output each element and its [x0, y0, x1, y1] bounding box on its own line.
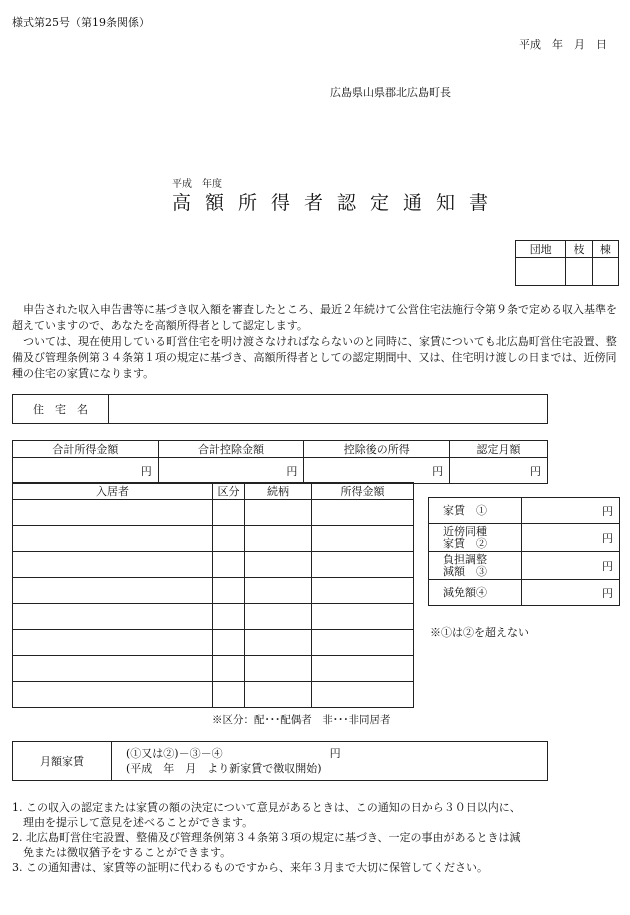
monthly-rent-label: 月額家賃: [13, 742, 112, 781]
document-title: 高額所得者認定通知書: [172, 192, 503, 214]
residents-cell[interactable]: [13, 552, 213, 578]
ref-header: 枝: [566, 241, 592, 258]
residents-cell[interactable]: [13, 526, 213, 552]
ref-cell[interactable]: [516, 258, 566, 286]
monthly-rent-start: (平成 年 月 より新家賃で徴収開始): [126, 762, 322, 775]
rent-value[interactable]: 円: [522, 524, 620, 552]
residents-header: 所得金額: [312, 483, 414, 500]
residents-cell[interactable]: [213, 630, 245, 656]
rent-label: 減免額④: [429, 580, 522, 606]
note-line: 理由を提示して意見を述べることができます。: [12, 816, 254, 829]
rent-value[interactable]: 円: [522, 498, 620, 524]
residents-cell[interactable]: [245, 656, 312, 682]
note-line: 3. この通知書は、家賃等の証明に代わるものですから、来年３月まで大切に保管してください。: [12, 861, 488, 874]
ref-cell[interactable]: [592, 258, 618, 286]
residents-cell[interactable]: [245, 604, 312, 630]
residents-cell[interactable]: [245, 630, 312, 656]
ref-table: [515, 240, 619, 286]
residents-cell[interactable]: [312, 630, 414, 656]
residents-cell[interactable]: [245, 552, 312, 578]
residents-table: [12, 482, 414, 708]
note-line: 1. この収入の認定または家賃の額の決定について意見があるときは、この通知の日から３０日以内に、: [12, 801, 521, 814]
rent-label: 近傍同種 家賃 ②: [429, 524, 522, 552]
residents-cell[interactable]: [213, 578, 245, 604]
rent-value[interactable]: 円: [522, 580, 620, 606]
housing-table: [12, 394, 548, 424]
monthly-rent-line: [126, 746, 547, 761]
residents-cell[interactable]: [312, 500, 414, 526]
form-label: 様式第25号（第19条関係）: [12, 16, 150, 29]
residents-header: 続柄: [245, 483, 312, 500]
residents-cell[interactable]: [312, 552, 414, 578]
note-line: 免または徴収猶予をすることができます。: [12, 846, 232, 859]
date-line: 平成 年 月 日: [519, 38, 607, 51]
ref-header: 棟: [592, 241, 618, 258]
residents-cell[interactable]: [13, 604, 213, 630]
monthly-rent-unit: 円: [329, 747, 341, 760]
rent-note: ※①は②を超えない: [430, 626, 529, 639]
rent-table: [428, 497, 620, 606]
ref-header: 団地: [516, 241, 566, 258]
income-table: [12, 440, 548, 484]
income-cell[interactable]: 円: [158, 458, 304, 484]
residents-cell[interactable]: [312, 682, 414, 708]
residents-cell[interactable]: [13, 630, 213, 656]
income-header: 控除後の所得: [304, 441, 450, 458]
body-paragraph: ついては、現在使用している町営住宅を明け渡さなければならないのと同時に、家賃についても北広島町営住宅設置、整備及び管理条例第３４条第１項の規定に基づき、高額所得者としての認定期間中、又は、住宅明け渡しの日までは、近傍同種の住宅の家賃になります。: [12, 335, 617, 380]
residents-cell[interactable]: [13, 500, 213, 526]
rent-value[interactable]: 円: [522, 552, 620, 580]
housing-value[interactable]: [109, 395, 548, 424]
monthly-rent-table: [12, 741, 548, 781]
rent-label: 家賃 ①: [429, 498, 522, 524]
ref-cell[interactable]: [566, 258, 592, 286]
residents-cell[interactable]: [213, 526, 245, 552]
issuer: 広島県山県郡北広島町長: [330, 86, 451, 99]
residents-cell[interactable]: [213, 656, 245, 682]
body-text: [12, 302, 620, 382]
residents-cell[interactable]: [245, 682, 312, 708]
income-cell[interactable]: 円: [13, 458, 159, 484]
residents-cell[interactable]: [213, 500, 245, 526]
residents-cell[interactable]: [312, 656, 414, 682]
residents-note: ※区分：配･･･配偶者 非･･･非同居者: [212, 714, 391, 726]
residents-cell[interactable]: [13, 656, 213, 682]
monthly-rent-value[interactable]: [112, 742, 548, 781]
residents-cell[interactable]: [312, 578, 414, 604]
residents-header: 区分: [213, 483, 245, 500]
body-paragraph: 申告された収入申告書等に基づき収入額を審査したところ、最近２年続けて公営住宅法施行令第９条で定める収入基準を超えていますので、あなたを高額所得者として認定します。: [12, 303, 617, 332]
income-header: 認定月額: [450, 441, 548, 458]
income-cell[interactable]: 円: [304, 458, 450, 484]
income-header: 合計控除金額: [158, 441, 304, 458]
residents-header: 入居者: [13, 483, 213, 500]
residents-cell[interactable]: [213, 604, 245, 630]
residents-cell[interactable]: [245, 526, 312, 552]
rent-label: 負担調整 減額 ③: [429, 552, 522, 580]
residents-cell[interactable]: [312, 604, 414, 630]
housing-label: 住 宅 名: [13, 395, 109, 424]
residents-cell[interactable]: [245, 578, 312, 604]
residents-cell[interactable]: [13, 682, 213, 708]
income-cell[interactable]: 円: [450, 458, 548, 484]
residents-cell[interactable]: [245, 500, 312, 526]
notes: [12, 800, 620, 875]
monthly-rent-formula: (①又は②)－③－④: [126, 747, 223, 760]
residents-cell[interactable]: [213, 682, 245, 708]
fiscal-year: 平成 年度: [172, 179, 222, 190]
residents-cell[interactable]: [213, 552, 245, 578]
note-line: 2. 北広島町営住宅設置、整備及び管理条例第３４条第３項の規定に基づき、一定の事由があるときは減: [12, 831, 521, 844]
residents-cell[interactable]: [312, 526, 414, 552]
residents-cell[interactable]: [13, 578, 213, 604]
income-header: 合計所得金額: [13, 441, 159, 458]
